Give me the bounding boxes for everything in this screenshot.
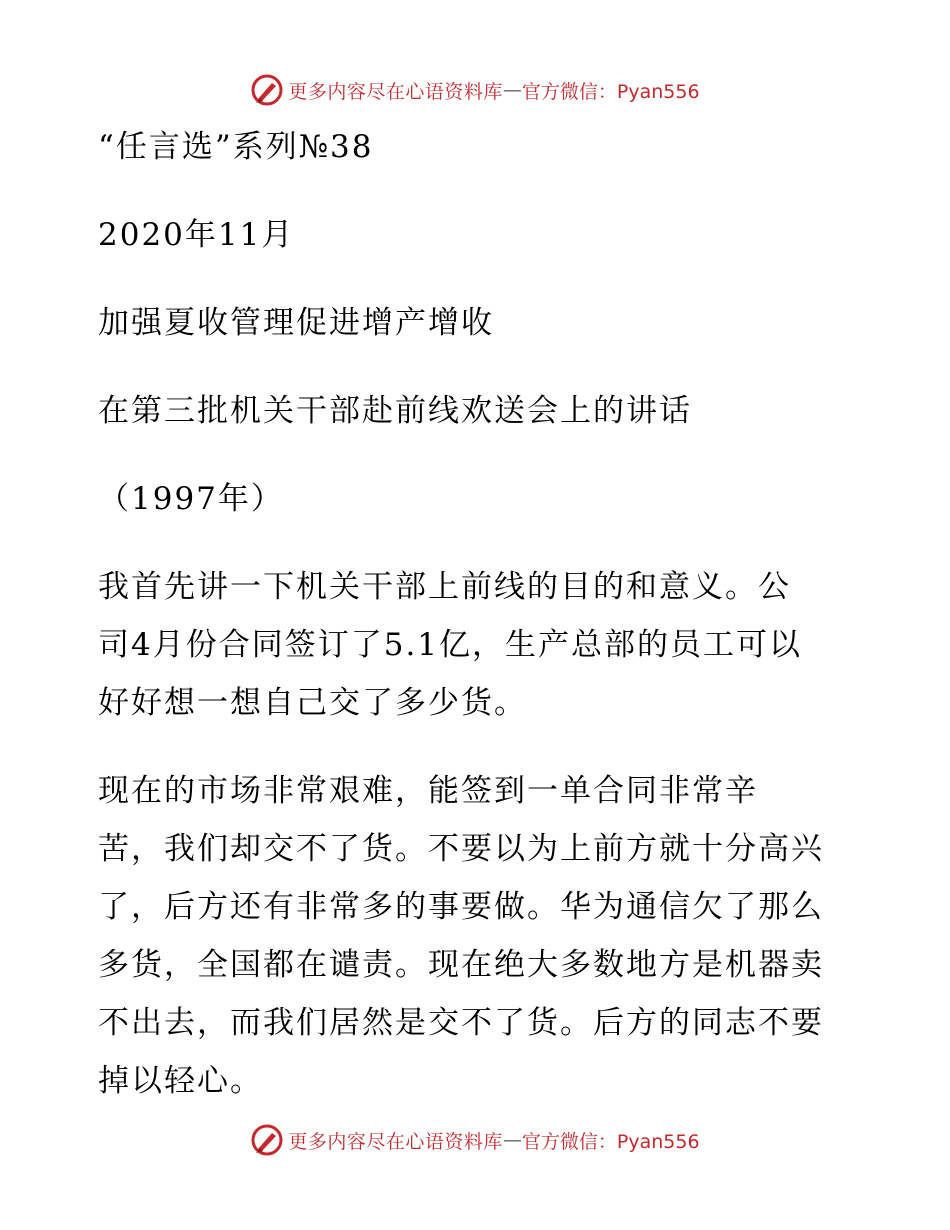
watermark-contact: 官方微信：Pyan556 (521, 80, 700, 103)
document-body (98, 118, 858, 1110)
document-year: （1997年） (98, 481, 284, 517)
document-subtitle: 在第三批机关干部赴前线欢送会上的讲话 (98, 393, 692, 429)
paragraph-line: 多货，全国都在谴责。现在绝大多数地方是机器卖 (98, 947, 824, 983)
paragraph-line: 现在的市场非常艰难，能签到一单合同非常辛 (98, 773, 758, 809)
pen-logo-icon (250, 1123, 284, 1157)
paragraph-line: 掉以轻心。 (98, 1063, 263, 1099)
watermark-text: 更多内容尽在心语资料库 (288, 1130, 503, 1153)
watermark-dash: — (502, 1129, 522, 1151)
paragraph-2 (98, 762, 858, 1110)
paragraph-line: 司4月份合同签订了5.1亿，生产总部的员工可以 (98, 627, 803, 663)
series-label: “任言选”系列№38 (98, 129, 374, 165)
watermark-dash: — (502, 79, 522, 101)
paragraph-line: 我首先讲一下机关干部上前线的目的和意义。公 (98, 569, 791, 605)
paragraph-line: 苦，我们却交不了货。不要以为上前方就十分高兴 (98, 831, 824, 867)
paragraph-line: 好好想一想自己交了多少货。 (98, 685, 527, 721)
paragraph-line: 不出去，而我们居然是交不了货。后方的同志不要 (98, 1005, 824, 1041)
paragraph-line: 了，后方还有非常多的事要做。华为通信欠了那么 (98, 889, 824, 925)
watermark-bottom (0, 1120, 950, 1160)
paragraph-1 (98, 558, 858, 732)
watermark-contact: 官方微信：Pyan556 (521, 1130, 700, 1153)
watermark-top (0, 70, 950, 110)
date-label: 2020年11月 (98, 217, 295, 253)
pen-logo-icon (250, 73, 284, 107)
watermark-text: 更多内容尽在心语资料库 (288, 80, 503, 103)
document-title: 加强夏收管理促进增产增收 (98, 305, 494, 341)
